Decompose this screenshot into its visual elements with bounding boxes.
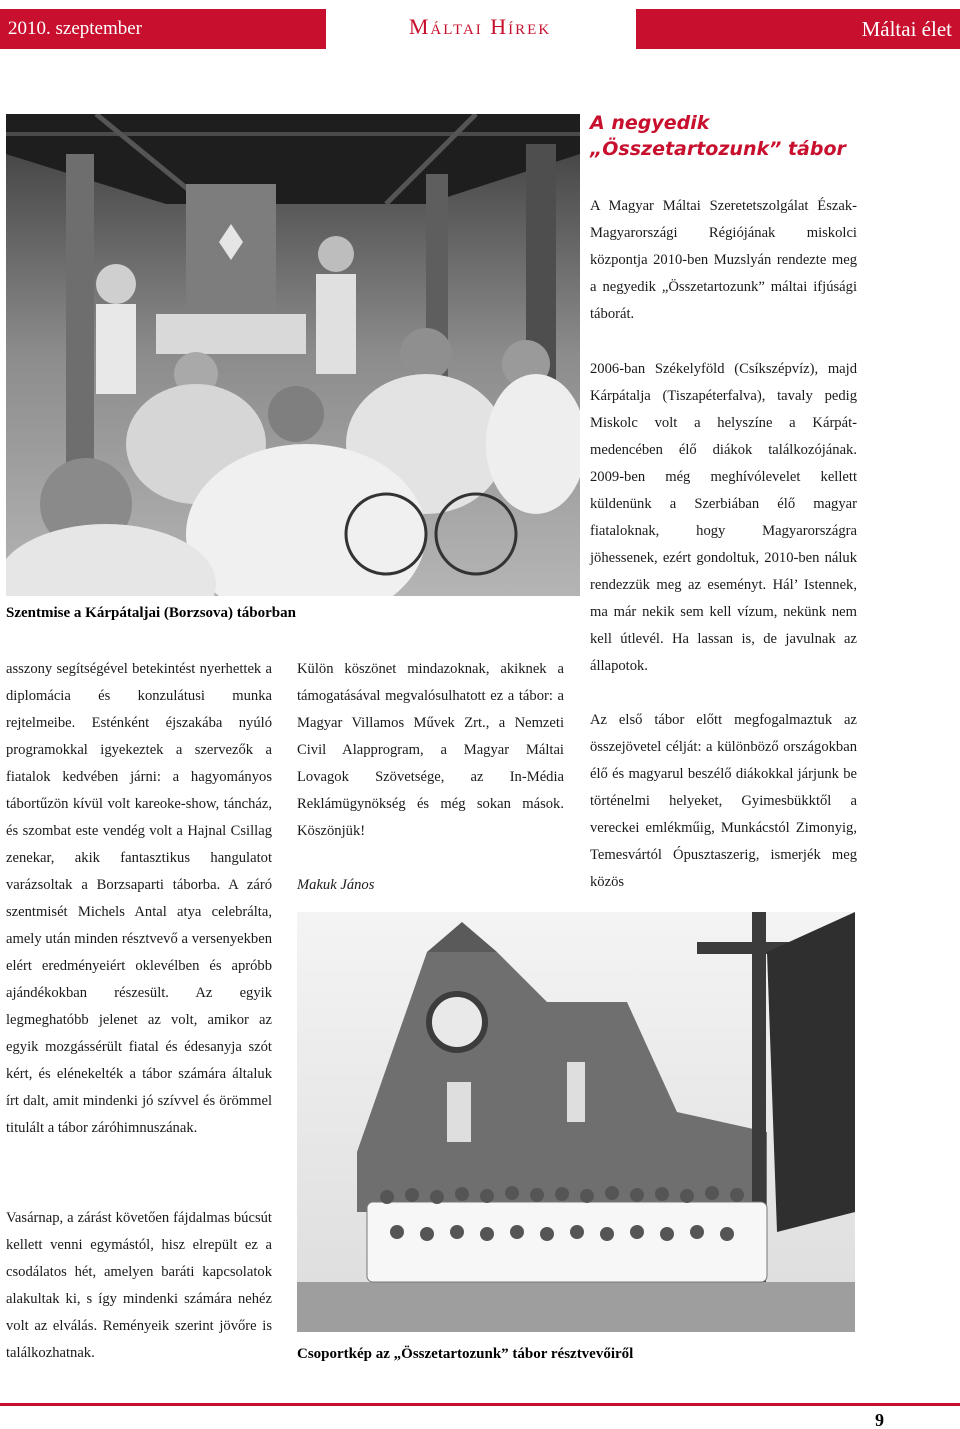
- header-section: Máltai élet: [861, 16, 952, 41]
- group-photo: [297, 912, 855, 1332]
- middle-column: [297, 656, 564, 899]
- author-signature: Makuk János: [297, 877, 375, 893]
- right-column: [590, 356, 857, 896]
- page-header: [0, 0, 960, 58]
- article-intro-column: [590, 193, 857, 328]
- left-paragraph-1: asszony segítségével betekintést nyerhettek a diplomácia és konzulátusi munka rejtelmeibe. Esténként éjszakába nyúló programokkal igyekeztek a szervezők a fiatalok kedvében járni: a hagyományos tábortűzön kívül volt kareoke-show, táncház, és szombat este vendég volt a Hajnal Csillag zenekar, akik fantasztikus hangulatot varázsoltak a Borzsaparti táborba. A záró szentmisét Michels Antal atya celebrálta, amely után minden résztvevő a versenyekben elért eredményeiért oklevélben és apróbb ajándékokban részesült. Az egyik legmeghatóbb jelenet az volt, amikor az egyik mozgássérült fiatal és édesanyja szót kért, és elénekelték a tábor számára általuk írt dalt, amit mindenki jó szívvel és örömmel titulált a tábor záróhimnuszának.: [6, 661, 272, 1136]
- right-paragraph-2: Az első tábor előtt megfogalmaztuk az összejövetel célját: a különböző országokban élő és magyarul beszélő diákokkal járjunk be történelmi helyeket, Gyimesbükktől a vereckei emlékműig, Munkácstól Zimonyig, Temesvártól Ópusztaszerig, ismerjék meg közös: [590, 712, 857, 890]
- header-magazine-title: Máltai Hírek: [408, 14, 552, 39]
- header-date: 2010. szeptember: [8, 18, 143, 39]
- footer-rule: [0, 1403, 960, 1406]
- page-number: 9: [875, 1410, 884, 1429]
- article-title-line1: A negyedik: [590, 112, 710, 134]
- mass-photo: [6, 114, 580, 596]
- middle-paragraph-1: Külön köszönet mindazoknak, akiknek a támogatásával megvalósulhatott ez a tábor: a Magyar Villamos Művek Zrt., a Nemzeti Civil Alapprogram, a Magyar Máltai Lovagok Szövetsége, az In-Média Reklámügynökség és még sokan mások. Köszönjük!: [297, 661, 564, 839]
- right-paragraph-1: 2006-ban Székelyföld (Csíkszépvíz), majd Kárpátalja (Tiszapéterfalva), tavaly pedig Miskolc volt a helyszíne a Kárpát-medencében élő diákok találkozójának. 2009-ben még meghívólevelet kellett küldenünk a Szerbiában élő magyar fiataloknak, hogy Magyarországra jöhessenek, ezért gondoltuk, 2010-ben náluk rendezzük meg az eseményt. Hál’ Istennek, ma már nekik sem kell vízum, nekünk nem kell útlevél. Ha lassan is, de javulnak az állapotok.: [590, 361, 857, 674]
- left-column: [6, 656, 272, 1142]
- left-paragraph-2: Vasárnap, a zárást követően fájdalmas búcsút kellett venni egymástól, hisz elrepült ez a csodálatos hét, amelyen baráti kapcsolatok alakultak ki, s így mindenki számára nehéz volt az elválás. Reményeik szerint jövőre is találkozhatnak.: [6, 1210, 272, 1361]
- photo1-caption: Szentmise a Kárpátaljai (Borzsova) táborban: [6, 605, 296, 621]
- photo2-caption: Csoportkép az „Összetartozunk” tábor résztvevőiről: [297, 1346, 634, 1362]
- article-title-line2: „Összetartozunk” tábor: [590, 138, 846, 160]
- left-column-bottom: [6, 1205, 272, 1367]
- article-intro: A Magyar Máltai Szeretetszolgálat Észak-Magyarországi Régiójának miskolci központja 2010-ben Muzslyán rendezte meg a negyedik „Összetartozunk” máltai ifjúsági táborát.: [590, 198, 857, 322]
- header-section-bar: [636, 9, 960, 49]
